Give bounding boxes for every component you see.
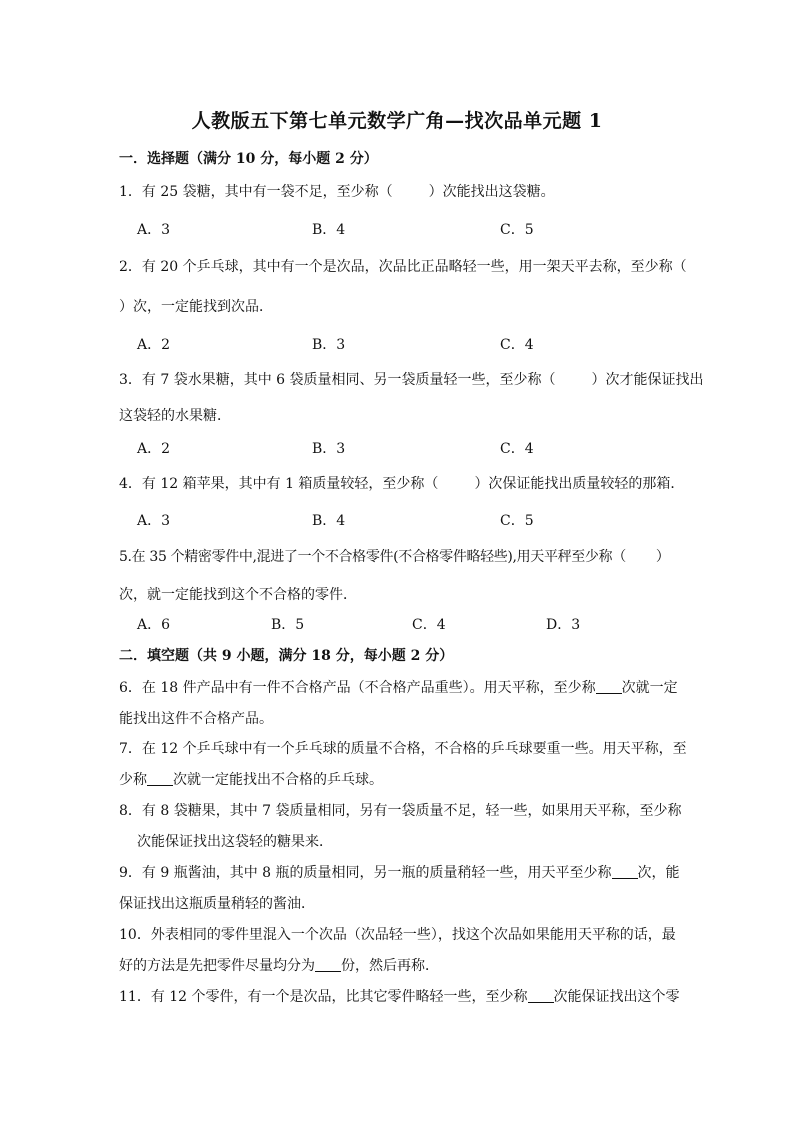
option-b: B．5 (271, 617, 305, 633)
option-c: C．5 (500, 513, 534, 529)
question-3-text-post: ）次才能保证找出 (591, 372, 704, 388)
question-7-line-2 (119, 769, 383, 789)
section-heading-choice: 一．选择题（满分 10 分，每小题 2 分） (119, 151, 378, 167)
question-10-line-2 (119, 955, 439, 975)
option-b: B．3 (312, 337, 346, 353)
option-c: C．4 (500, 441, 534, 457)
option-a: A．2 (137, 337, 171, 353)
question-10-line-1: 10．外表相同的零件里混入一个次品（次品轻一些），找这个次品如果能用天平称的话，最 (119, 927, 676, 943)
question-5-line-1 (119, 546, 670, 566)
question-3-line-2: 这袋轻的水果糖． (119, 408, 231, 424)
answer-blank (147, 771, 173, 786)
question-4-text-pre: 4．有 12 箱苹果，其中有 1 箱质量较轻，至少称（ (119, 476, 439, 492)
option-a: A．2 (137, 441, 171, 457)
option-d: D．3 (546, 617, 581, 633)
question-5-text-post: ） (655, 549, 670, 565)
question-7-line-1: 7．在 12 个乒乓球中有一个乒乓球的质量不合格，不合格的乒乓球要重一些。用天平称，至 (119, 741, 687, 757)
question-9-line-2: 保证找出这瓶质量稍轻的酱油． (119, 896, 315, 912)
question-5-line-2: 次，就一定能找到这个不合格的零件． (119, 587, 357, 603)
question-8-line-1: 8．有 8 袋糖果，其中 7 袋质量相同，另有一袋质量不足，轻一些，如果用天平称，至少称 (119, 803, 682, 819)
question-6-line-2: 能找出这件不合格产品。 (119, 711, 273, 727)
question-1 (119, 181, 555, 201)
option-a: A．3 (137, 222, 171, 238)
question-7-text-pre: 少称 (119, 772, 147, 788)
question-6-line-1 (119, 677, 678, 697)
question-6-text-post: 次就一定 (621, 680, 678, 696)
question-10-text-pre: 好的方法是先把零件尽量均分为 (119, 958, 315, 974)
option-c: C．5 (500, 222, 534, 238)
option-a: A．3 (137, 513, 171, 529)
option-b: B．3 (312, 441, 346, 457)
answer-blank (528, 988, 554, 1003)
page-title: 人教版五下第七单元数学广角—找次品单元题 1 (191, 110, 603, 132)
question-9-text-pre: 9．有 9 瓶酱油，其中 8 瓶的质量相同，另一瓶的质量稍轻一些，用天平至少称 (119, 865, 612, 881)
question-3-line-1 (119, 369, 704, 389)
question-4-text-post: ）次保证能找出质量较轻的那箱． (474, 476, 685, 492)
option-a: A．6 (137, 617, 171, 633)
answer-blank (596, 679, 622, 694)
question-2-line-2: ）次，一定能找到次品． (119, 299, 273, 315)
question-5-text-pre: 5.在 35 个精密零件中,混进了一个不合格零件(不合格零件略轻些),用天平秤至少称（ (119, 549, 626, 565)
question-7-text-post: 次就一定能找出不合格的乒乓球。 (173, 772, 383, 788)
option-c: C．4 (412, 617, 446, 633)
question-10-text-post: 份，然后再称． (341, 958, 439, 974)
question-8-line-2: 次能保证找出这袋轻的糖果来． (137, 834, 333, 850)
question-11-text-post: 次能保证找出这个零 (553, 989, 680, 1005)
option-c: C．4 (500, 337, 534, 353)
option-b: B．4 (312, 222, 346, 238)
answer-blank (315, 957, 341, 972)
answer-blank (612, 864, 638, 879)
question-3-text-pre: 3．有 7 袋水果糖，其中 6 袋质量相同、另一袋质量轻一些，至少称（ (119, 372, 556, 388)
question-9-text-post: 次，能 (637, 865, 680, 881)
question-6-text-pre: 6．在 18 件产品中有一件不合格产品（不合格产品重些）。用天平称，至少称 (119, 680, 596, 696)
question-11-text-pre: 11．有 12 个零件，有一个是次品，比其它零件略轻一些，至少称 (119, 989, 528, 1005)
question-2-line-1: 2．有 20 个乒乓球，其中有一个是次品，次品比正品略轻一些，用一架天平去称，至少称（ (119, 259, 687, 275)
question-9-line-1 (119, 862, 680, 882)
question-4 (119, 473, 684, 493)
section-heading-fill-blank: 二．填空题（共 9 小题，满分 18 分，每小题 2 分） (119, 648, 454, 664)
question-1-text-post: ）次能找出这袋糖。 (428, 184, 555, 200)
option-b: B．4 (312, 513, 346, 529)
question-1-text-pre: 1．有 25 袋糖，其中有一袋不足，至少称（ (119, 184, 393, 200)
question-11-line-1 (119, 986, 680, 1006)
